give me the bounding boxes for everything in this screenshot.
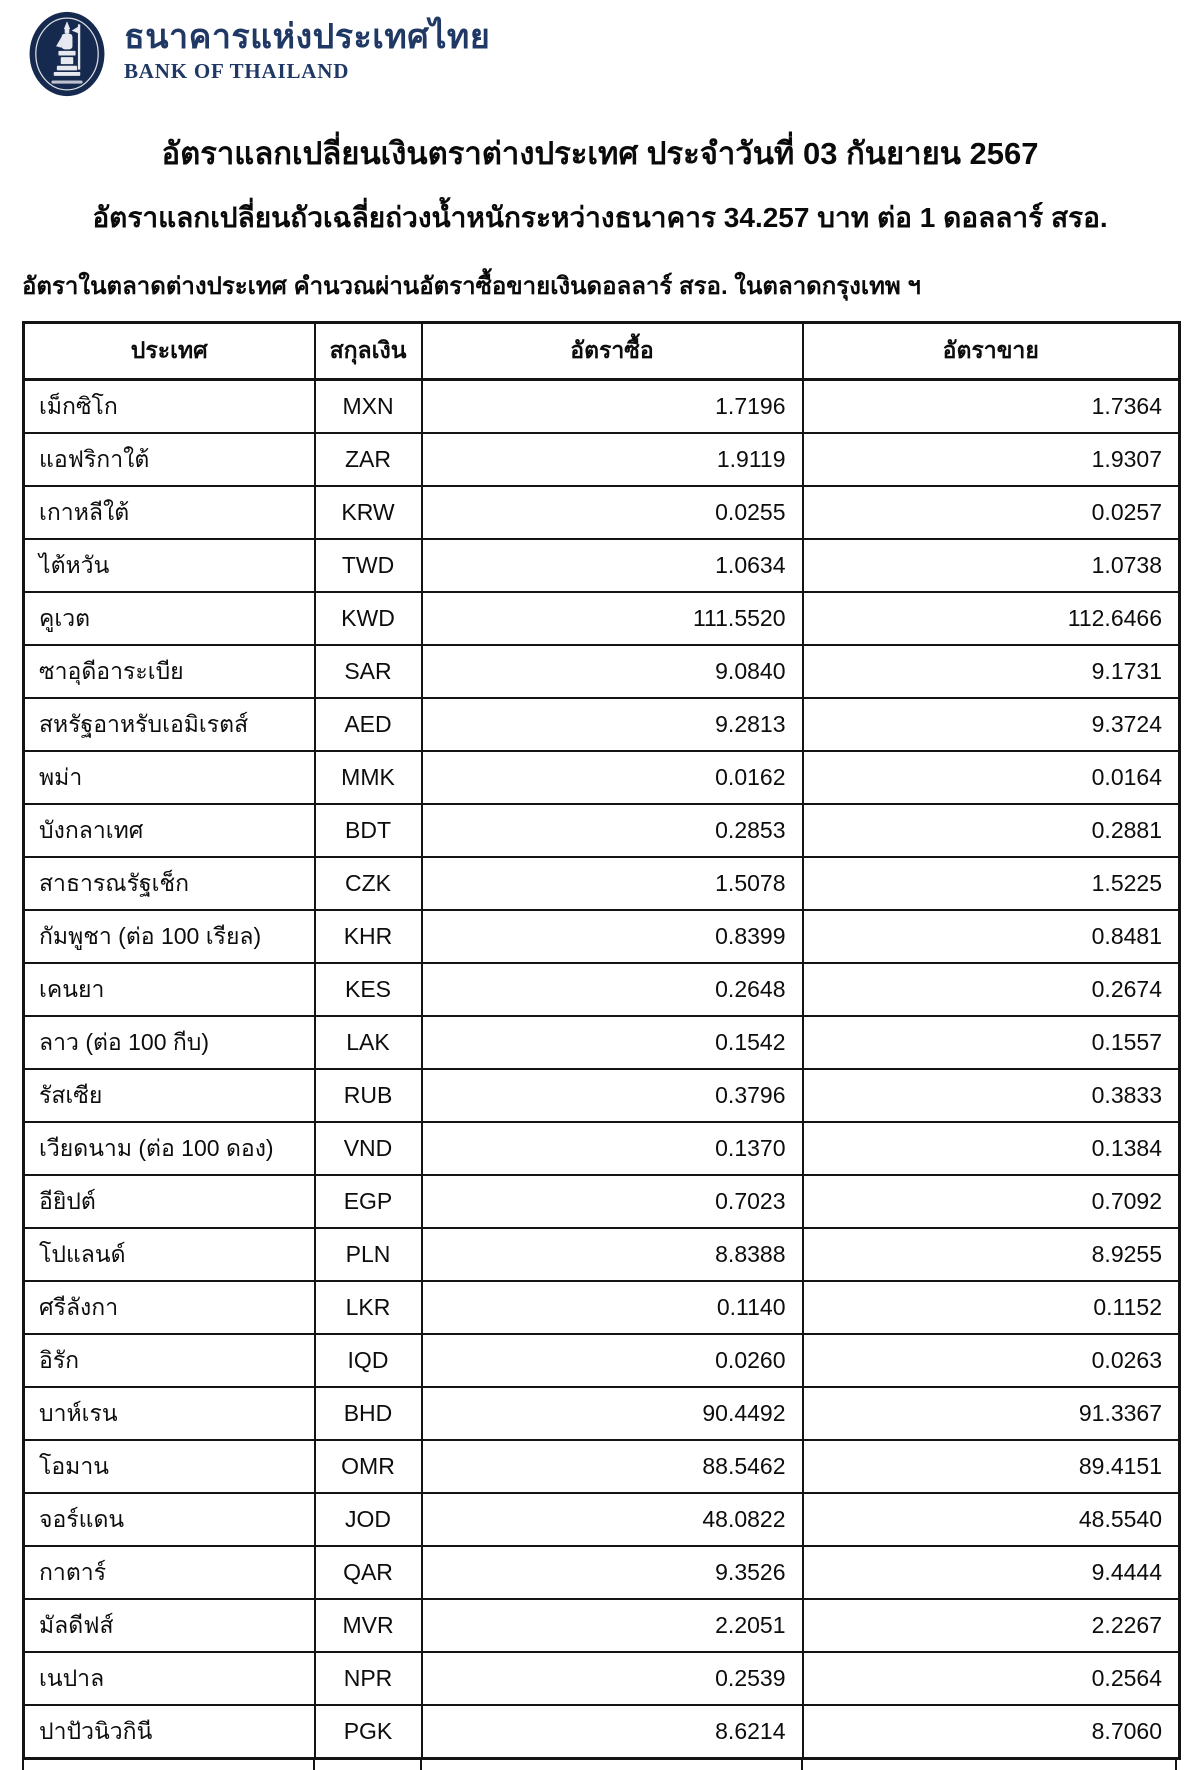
cell-buy-rate: 0.1370: [422, 1122, 803, 1175]
cell-currency-code: MMK: [315, 751, 422, 804]
table-row: [24, 380, 1180, 434]
rates-table-header: [24, 323, 1180, 380]
cell-country: จอร์แดน: [24, 1493, 315, 1546]
cell-country: คูเวต: [24, 592, 315, 645]
column-header-country: ประเทศ: [24, 323, 315, 380]
cell-buy-rate: 9.2813: [422, 698, 803, 751]
table-row: [24, 1016, 1180, 1069]
cell-currency-code: LAK: [315, 1016, 422, 1069]
cell-country: อียิปต์: [24, 1175, 315, 1228]
cell-country: แอฟริกาใต้: [24, 433, 315, 486]
table-row: [24, 1493, 1180, 1546]
cell-buy-rate: 0.7023: [422, 1175, 803, 1228]
cell-buy-rate: 0.0162: [422, 751, 803, 804]
table-row: [24, 486, 1180, 539]
table-row: [24, 592, 1180, 645]
cell-buy-rate: 48.0822: [422, 1493, 803, 1546]
cell-country: พม่า: [24, 751, 315, 804]
table-row: [24, 539, 1180, 592]
cell-buy-rate: 0.3796: [422, 1069, 803, 1122]
cell-currency-code: RUB: [315, 1069, 422, 1122]
cell-country: สหรัฐอาหรับเอมิเรตส์: [24, 698, 315, 751]
column-header-currency: สกุลเงิน: [315, 323, 422, 380]
cell-sell-rate: 9.1731: [803, 645, 1180, 698]
bank-of-thailand-emblem-icon: [28, 10, 106, 98]
cell-country: เกาหลีใต้: [24, 486, 315, 539]
cell-sell-rate: 9.4444: [803, 1546, 1180, 1599]
cell-buy-rate: 0.1542: [422, 1016, 803, 1069]
cell-country: สาธารณรัฐเช็ก: [24, 857, 315, 910]
brand-header: [0, 0, 1200, 98]
table-row: [24, 1387, 1180, 1440]
cell-buy-rate: 0.1140: [422, 1281, 803, 1334]
cell-currency-code: SAR: [315, 645, 422, 698]
cell-currency-code: BHD: [315, 1387, 422, 1440]
cell-currency-code: PGK: [315, 1705, 422, 1759]
table-row: [24, 1652, 1180, 1705]
cell-currency-code: TWD: [315, 539, 422, 592]
cell-buy-rate: 9.3526: [422, 1546, 803, 1599]
cell-sell-rate: 0.1384: [803, 1122, 1180, 1175]
cell-country: เม็กซิโก: [24, 380, 315, 434]
cell-buy-rate: 8.6214: [422, 1705, 803, 1759]
cell-sell-rate: 112.6466: [803, 592, 1180, 645]
cell-country: บังกลาเทศ: [24, 804, 315, 857]
cell-country: ปาปัวนิวกินี: [24, 1705, 315, 1759]
cell-sell-rate: 0.8481: [803, 910, 1180, 963]
brand-text: [124, 10, 490, 84]
cell-buy-rate: 0.8399: [422, 910, 803, 963]
cell-sell-rate: 0.0263: [803, 1334, 1180, 1387]
table-row: [24, 857, 1180, 910]
page-title: อัตราแลกเปลี่ยนเงินตราต่างประเทศ ประจำวันที่ 03 กันยายน 2567: [161, 136, 1039, 171]
table-row: [24, 1334, 1180, 1387]
cell-buy-rate: 88.5462: [422, 1440, 803, 1493]
cell-sell-rate: 0.7092: [803, 1175, 1180, 1228]
table-row: [24, 1122, 1180, 1175]
cell-sell-rate: 0.2674: [803, 963, 1180, 1016]
cell-country: ลาว (ต่อ 100 กีบ): [24, 1016, 315, 1069]
cell-sell-rate: 1.9307: [803, 433, 1180, 486]
table-row: [24, 698, 1180, 751]
table-row: [24, 1281, 1180, 1334]
cell-currency-code: KWD: [315, 592, 422, 645]
cell-buy-rate: 111.5520: [422, 592, 803, 645]
cell-country: อิรัก: [24, 1334, 315, 1387]
table-row: [24, 1546, 1180, 1599]
table-row: [24, 804, 1180, 857]
cell-buy-rate: 0.2648: [422, 963, 803, 1016]
cell-buy-rate: 1.7196: [422, 380, 803, 434]
cell-buy-rate: 1.9119: [422, 433, 803, 486]
cell-country: ซาอุดีอาระเบีย: [24, 645, 315, 698]
cell-buy-rate: 0.2853: [422, 804, 803, 857]
cell-country: โปแลนด์: [24, 1228, 315, 1281]
cell-currency-code: KRW: [315, 486, 422, 539]
column-header-buy-rate: อัตราซื้อ: [422, 323, 803, 380]
cell-buy-rate: 0.0255: [422, 486, 803, 539]
table-row: [24, 751, 1180, 804]
cell-currency-code: QAR: [315, 1546, 422, 1599]
table-row: [24, 645, 1180, 698]
cell-currency-code: NPR: [315, 1652, 422, 1705]
market-note: อัตราในตลาดต่างประเทศ คำนวณผ่านอัตราซื้อขายเงินดอลลาร์ สรอ. ในตลาดกรุงเทพ ฯ: [22, 273, 921, 300]
table-row: [24, 1228, 1180, 1281]
cell-sell-rate: 0.1152: [803, 1281, 1180, 1334]
cell-country: ศรีลังกา: [24, 1281, 315, 1334]
page-subtitle: อัตราแลกเปลี่ยนถัวเฉลี่ยถ่วงน้ำหนักระหว่างธนาคาร 34.257 บาท ต่อ 1 ดอลลาร์ สรอ.: [92, 202, 1108, 233]
cell-buy-rate: 90.4492: [422, 1387, 803, 1440]
bank-name-thai: ธนาคารแห่งประเทศไทย: [124, 18, 491, 56]
cell-sell-rate: 91.3367: [803, 1387, 1180, 1440]
cell-currency-code: VND: [315, 1122, 422, 1175]
cell-sell-rate: 8.9255: [803, 1228, 1180, 1281]
rates-table-wrap: [22, 321, 1178, 1770]
rates-table: [22, 321, 1181, 1760]
cell-buy-rate: 8.8388: [422, 1228, 803, 1281]
table-row: [24, 1705, 1180, 1759]
cell-sell-rate: 9.3724: [803, 698, 1180, 751]
rates-table-body: [24, 380, 1180, 1759]
cell-buy-rate: 0.0260: [422, 1334, 803, 1387]
cell-currency-code: BDT: [315, 804, 422, 857]
table-row: [24, 1599, 1180, 1652]
cell-buy-rate: 1.0634: [422, 539, 803, 592]
cell-buy-rate: 2.2051: [422, 1599, 803, 1652]
cell-currency-code: OMR: [315, 1440, 422, 1493]
cell-currency-code: KHR: [315, 910, 422, 963]
cell-currency-code: MXN: [315, 380, 422, 434]
table-row: [24, 910, 1180, 963]
cell-sell-rate: 8.7060: [803, 1705, 1180, 1759]
cell-country: ไต้หวัน: [24, 539, 315, 592]
cell-buy-rate: 0.2539: [422, 1652, 803, 1705]
cell-sell-rate: 0.0257: [803, 486, 1180, 539]
cell-currency-code: MVR: [315, 1599, 422, 1652]
cell-country: กัมพูชา (ต่อ 100 เรียล): [24, 910, 315, 963]
bank-name-english: BANK OF THAILAND: [124, 59, 350, 84]
cell-sell-rate: 89.4151: [803, 1440, 1180, 1493]
table-border-stub: [801, 1760, 803, 1770]
cell-sell-rate: 2.2267: [803, 1599, 1180, 1652]
cell-country: กาตาร์: [24, 1546, 315, 1599]
cell-currency-code: LKR: [315, 1281, 422, 1334]
table-row: [24, 1175, 1180, 1228]
table-row: [24, 1440, 1180, 1493]
cell-currency-code: CZK: [315, 857, 422, 910]
cell-sell-rate: 1.5225: [803, 857, 1180, 910]
cell-sell-rate: 48.5540: [803, 1493, 1180, 1546]
table-next-row-cutoff: [22, 1760, 1178, 1770]
cell-sell-rate: 0.1557: [803, 1016, 1180, 1069]
cell-sell-rate: 0.0164: [803, 751, 1180, 804]
column-header-sell-rate: อัตราขาย: [803, 323, 1180, 380]
cell-currency-code: EGP: [315, 1175, 422, 1228]
cell-country: เนปาล: [24, 1652, 315, 1705]
cell-currency-code: AED: [315, 698, 422, 751]
cell-currency-code: IQD: [315, 1334, 422, 1387]
cell-currency-code: PLN: [315, 1228, 422, 1281]
cell-sell-rate: 1.0738: [803, 539, 1180, 592]
cell-currency-code: JOD: [315, 1493, 422, 1546]
table-border-stub: [1175, 1760, 1177, 1770]
cell-country: โอมาน: [24, 1440, 315, 1493]
cell-sell-rate: 0.2881: [803, 804, 1180, 857]
cell-currency-code: ZAR: [315, 433, 422, 486]
cell-buy-rate: 9.0840: [422, 645, 803, 698]
cell-buy-rate: 1.5078: [422, 857, 803, 910]
cell-sell-rate: 0.2564: [803, 1652, 1180, 1705]
cell-country: เคนยา: [24, 963, 315, 1016]
table-row: [24, 433, 1180, 486]
cell-country: รัสเซีย: [24, 1069, 315, 1122]
cell-country: มัลดีฟส์: [24, 1599, 315, 1652]
cell-country: เวียดนาม (ต่อ 100 ดอง): [24, 1122, 315, 1175]
table-border-stub: [313, 1760, 315, 1770]
cell-country: บาห์เรน: [24, 1387, 315, 1440]
table-border-stub: [22, 1760, 24, 1770]
table-row: [24, 963, 1180, 1016]
table-border-stub: [420, 1760, 422, 1770]
table-row: [24, 1069, 1180, 1122]
cell-sell-rate: 1.7364: [803, 380, 1180, 434]
cell-sell-rate: 0.3833: [803, 1069, 1180, 1122]
cell-currency-code: KES: [315, 963, 422, 1016]
